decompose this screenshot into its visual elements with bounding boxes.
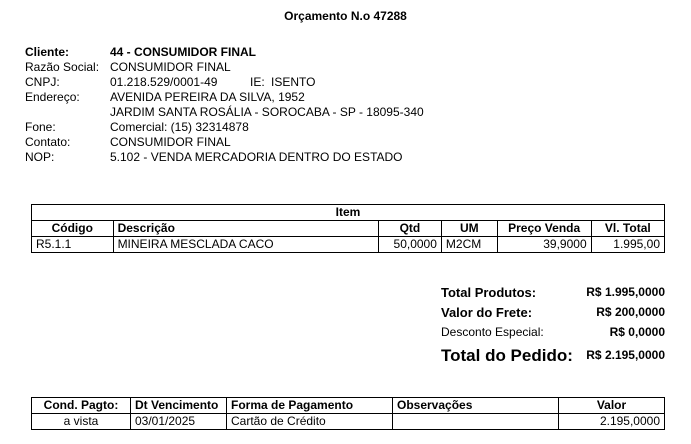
payment-vencimento: 03/01/2025	[131, 414, 227, 430]
col-observacoes: Observações	[393, 398, 559, 414]
item-vl-total: 1.995,00	[591, 237, 664, 253]
table-row	[32, 414, 665, 430]
desconto-label: Desconto Especial:	[441, 325, 544, 339]
valor-frete-label: Valor do Frete:	[441, 305, 533, 320]
item-qtd: 50,0000	[378, 237, 441, 253]
nop-label: NOP:	[25, 150, 55, 164]
valor-frete-value: R$ 200,0000	[596, 305, 665, 319]
payment-column-headers	[32, 398, 665, 414]
col-descricao: Descrição	[113, 221, 378, 237]
endereco-label: Endereço:	[25, 90, 80, 104]
col-vl-total: Vl. Total	[591, 221, 664, 237]
ie-label: IE:	[250, 75, 265, 89]
item-codigo: R5.1.1	[32, 237, 114, 253]
col-um: UM	[441, 221, 497, 237]
contato-value: CONSUMIDOR FINAL	[110, 135, 231, 149]
col-cond-pagto: Cond. Pagto:	[32, 398, 131, 414]
payment-table	[31, 397, 665, 430]
items-table-header: Item	[32, 205, 665, 221]
total-pedido-value: R$ 2.195,0000	[586, 348, 665, 362]
payment-valor: 2.195,0000	[559, 414, 665, 430]
fone-label: Fone:	[25, 120, 56, 134]
col-dt-vencimento: Dt Vencimento	[131, 398, 227, 414]
razao-social-value: CONSUMIDOR FINAL	[110, 60, 231, 74]
total-produtos-value: R$ 1.995,0000	[586, 285, 665, 299]
item-descricao: MINEIRA MESCLADA CACO	[113, 237, 378, 253]
nop-value: 5.102 - VENDA MERCADORIA DENTRO DO ESTADO	[110, 150, 403, 164]
payment-cond: a vista	[32, 414, 131, 430]
document-title: Orçamento N.o 47288	[284, 9, 407, 23]
payment-observacoes	[393, 414, 559, 430]
contato-label: Contato:	[25, 135, 71, 149]
razao-social-label: Razão Social:	[25, 60, 100, 74]
items-column-headers	[32, 221, 665, 237]
fone-value: Comercial: (15) 32314878	[110, 120, 249, 134]
cnpj-label: CNPJ:	[25, 75, 60, 89]
col-preco-venda: Preço Venda	[497, 221, 591, 237]
col-codigo: Código	[32, 221, 114, 237]
col-forma-pagamento: Forma de Pagamento	[227, 398, 393, 414]
endereco-line1: AVENIDA PEREIRA DA SILVA, 1952	[110, 90, 305, 104]
payment-forma: Cartão de Crédito	[227, 414, 393, 430]
cnpj-value: 01.218.529/0001-49	[110, 75, 218, 89]
cliente-label: Cliente:	[25, 45, 70, 59]
table-row	[32, 237, 665, 253]
total-pedido-label: Total do Pedido:	[441, 346, 573, 365]
total-produtos-label: Total Produtos:	[441, 285, 537, 300]
item-preco-venda: 39,9000	[497, 237, 591, 253]
ie-value: ISENTO	[271, 75, 316, 89]
cliente-value: 44 - CONSUMIDOR FINAL	[110, 45, 257, 59]
col-qtd: Qtd	[378, 221, 441, 237]
items-table	[31, 204, 665, 253]
col-valor: Valor	[559, 398, 665, 414]
endereco-line2: JARDIM SANTA ROSÁLIA - SOROCABA - SP - 18095-340	[110, 105, 424, 119]
item-um: M2CM	[441, 237, 497, 253]
desconto-value: R$ 0,0000	[609, 325, 665, 339]
